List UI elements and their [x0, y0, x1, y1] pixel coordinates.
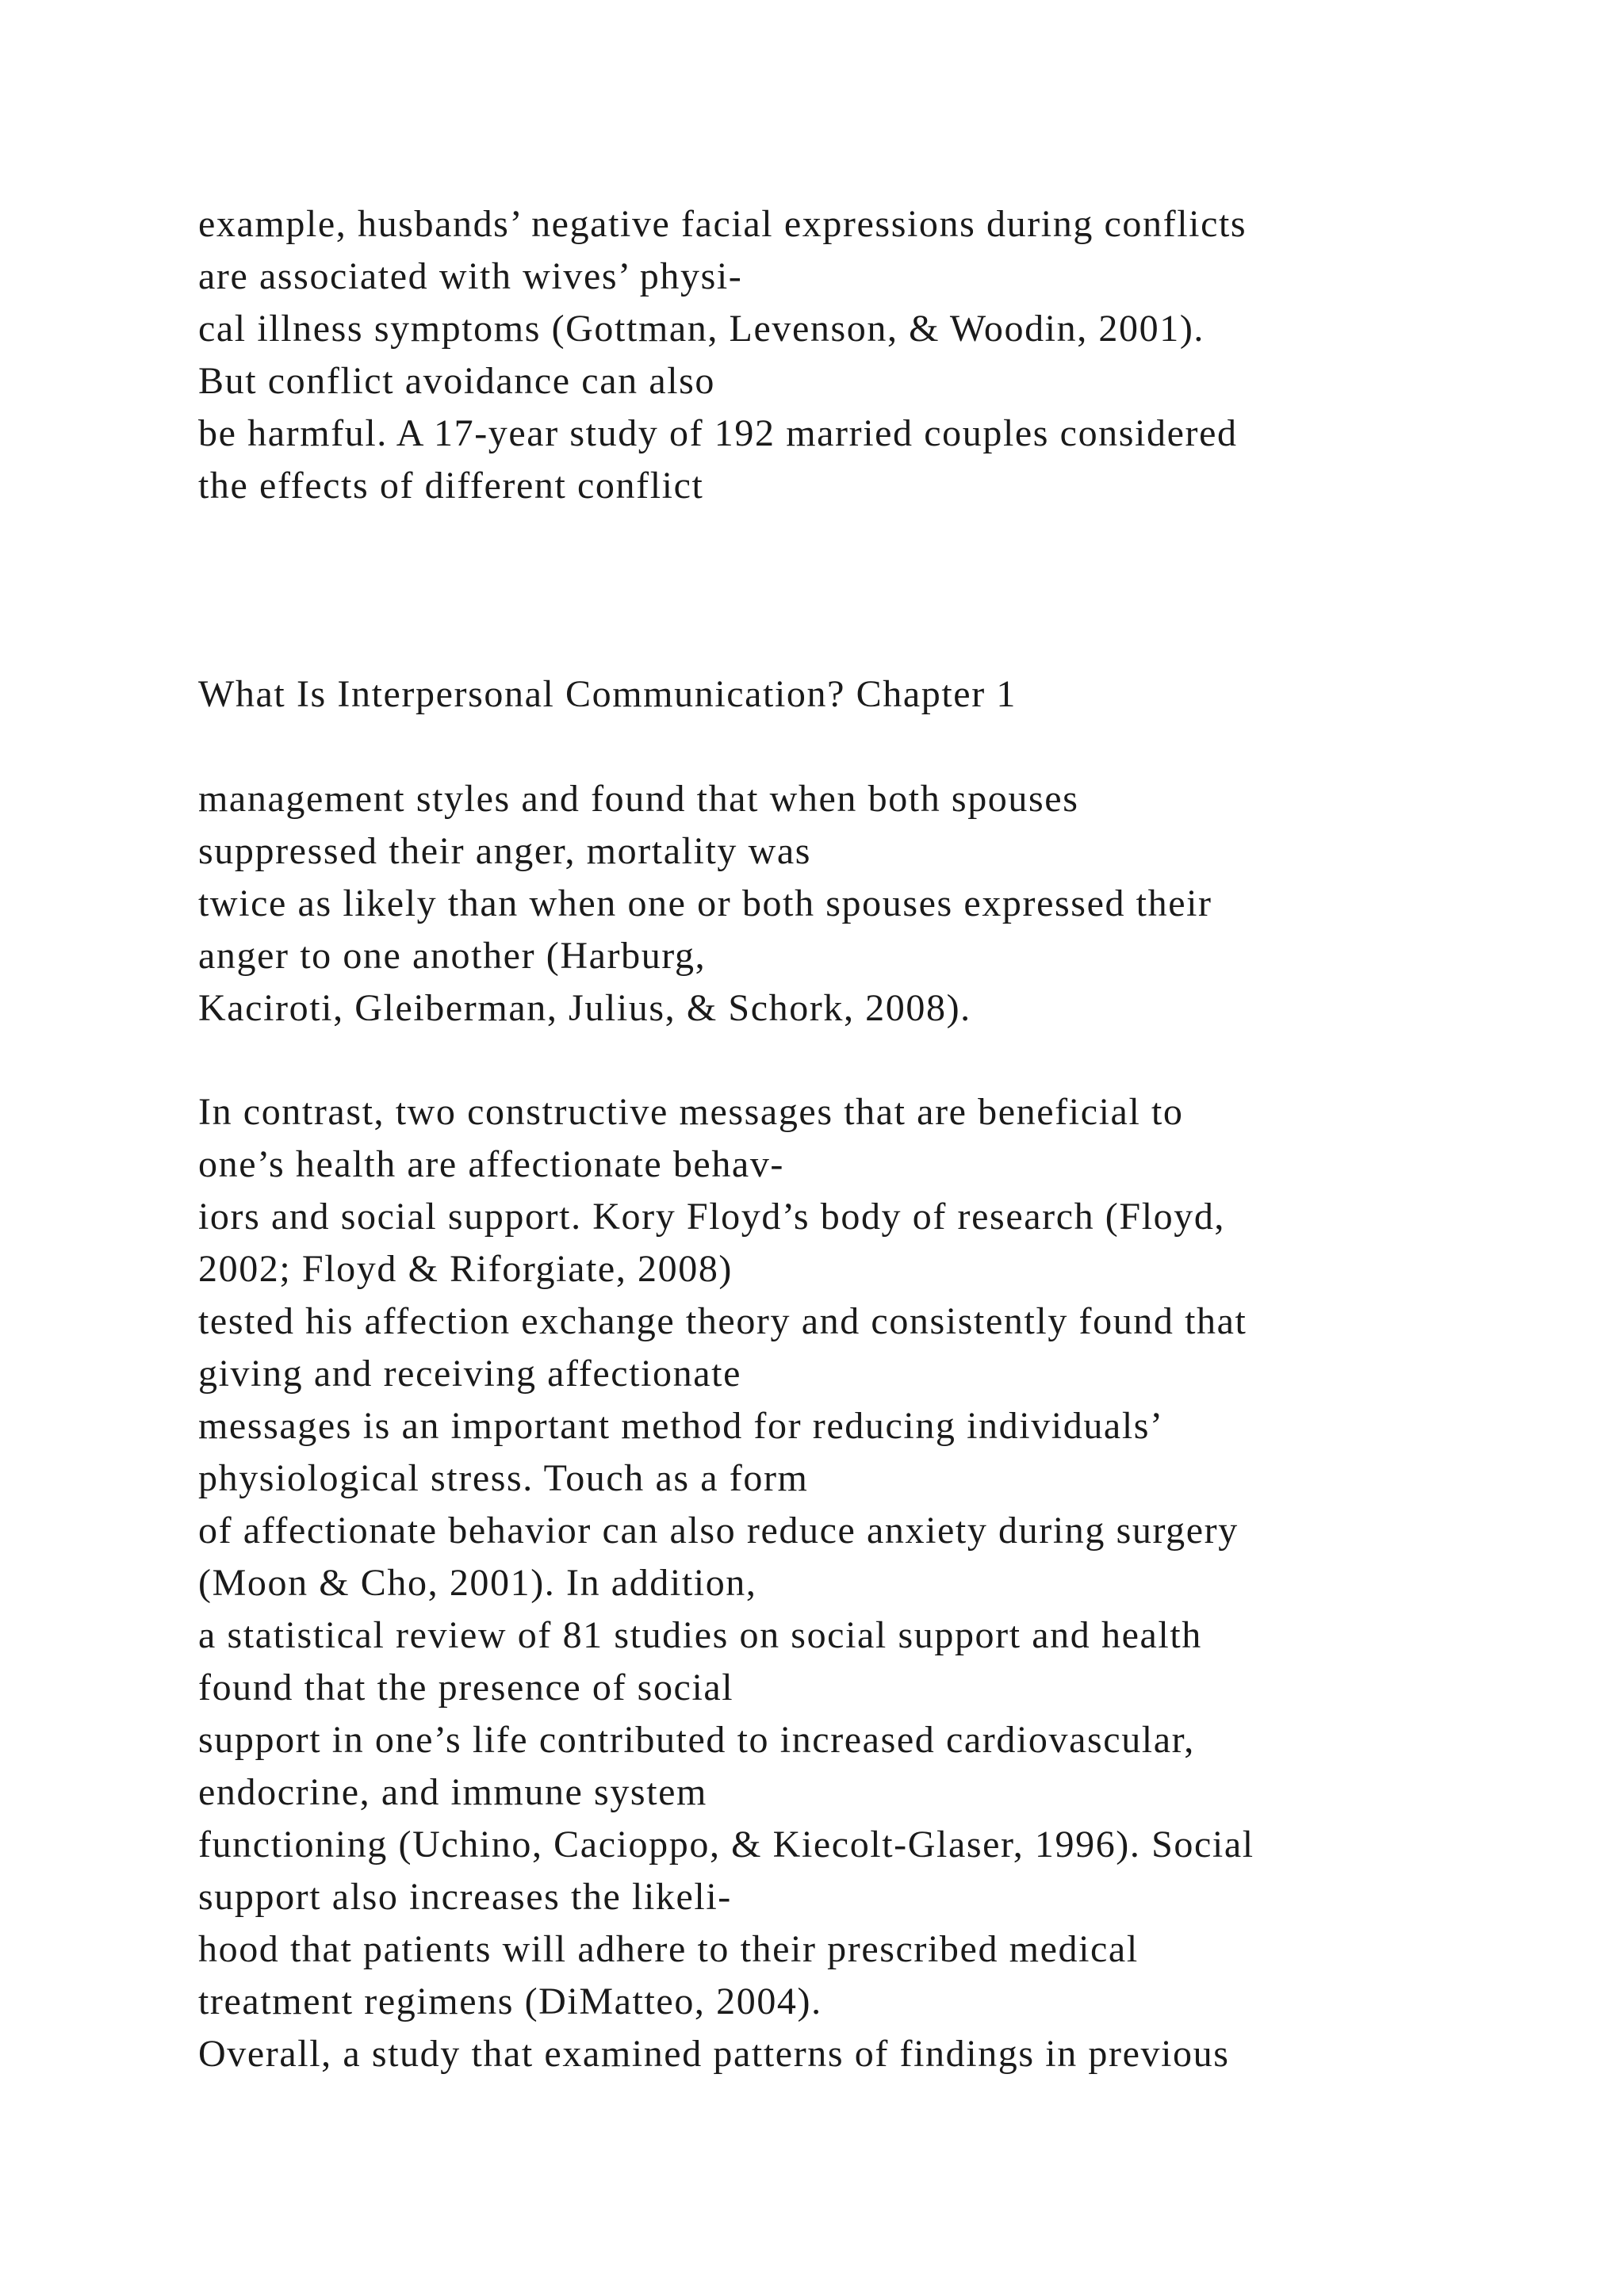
- paragraph-constructive-messages: [198, 1086, 1562, 2080]
- text-line: hood that patients will adhere to their prescribed medical: [198, 1928, 1139, 1970]
- text-line: In contrast, two constructive messages that are beneficial to: [198, 1091, 1184, 1133]
- text-line: the effects of different conflict: [198, 465, 704, 507]
- paragraph-conflict-management: [198, 773, 1562, 1035]
- text-line: one’s health are affectionate behav-: [198, 1143, 785, 1185]
- text-line: But conflict avoidance can also: [198, 360, 716, 402]
- text-line: anger to one another (Harburg,: [198, 935, 707, 977]
- running-header-text: What Is Interpersonal Communication? Chapter 1: [198, 673, 1017, 715]
- text-line: 2002; Floyd & Riforgiate, 2008): [198, 1248, 733, 1290]
- text-line: twice as likely than when one or both spouses expressed their: [198, 882, 1212, 924]
- text-line: example, husbands’ negative facial expressions during conflicts: [198, 203, 1247, 245]
- text-line: of affectionate behavior can also reduce anxiety during surgery: [198, 1510, 1239, 1552]
- text-line: tested his affection exchange theory and consistently found that: [198, 1300, 1247, 1342]
- text-line: support also increases the likeli-: [198, 1876, 732, 1918]
- text-line: management styles and found that when both spouses: [198, 778, 1079, 820]
- text-line: cal illness symptoms (Gottman, Levenson, & Woodin, 2001).: [198, 308, 1205, 350]
- paragraph-conflict-avoidance: [198, 198, 1562, 512]
- text-line: physiological stress. Touch as a form: [198, 1457, 809, 1499]
- text-line: support in one’s life contributed to increased cardiovascular,: [198, 1719, 1195, 1761]
- text-line: endocrine, and immune system: [198, 1771, 707, 1813]
- text-line: treatment regimens (DiMatteo, 2004).: [198, 1980, 822, 2022]
- text-line: be harmful. A 17-year study of 192 married couples considered: [198, 412, 1238, 454]
- text-line: found that the presence of social: [198, 1667, 734, 1709]
- text-line: a statistical review of 81 studies on social support and health: [198, 1614, 1202, 1656]
- text-line: giving and receiving affectionate: [198, 1353, 741, 1395]
- text-line: messages is an important method for reducing individuals’: [198, 1405, 1164, 1447]
- text-line: suppressed their anger, mortality was: [198, 830, 812, 872]
- text-line: functioning (Uchino, Cacioppo, & Kiecolt-Glaser, 1996). Social: [198, 1823, 1254, 1866]
- text-line: iors and social support. Kory Floyd’s body of research (Floyd,: [198, 1196, 1226, 1238]
- text-line: (Moon & Cho, 2001). In addition,: [198, 1562, 757, 1604]
- running-header: [198, 668, 1562, 721]
- text-line: Overall, a study that examined patterns of findings in previous: [198, 2033, 1230, 2075]
- text-line: Kaciroti, Gleiberman, Julius, & Schork, 2008).: [198, 987, 971, 1029]
- text-line: are associated with wives’ physi-: [198, 255, 743, 297]
